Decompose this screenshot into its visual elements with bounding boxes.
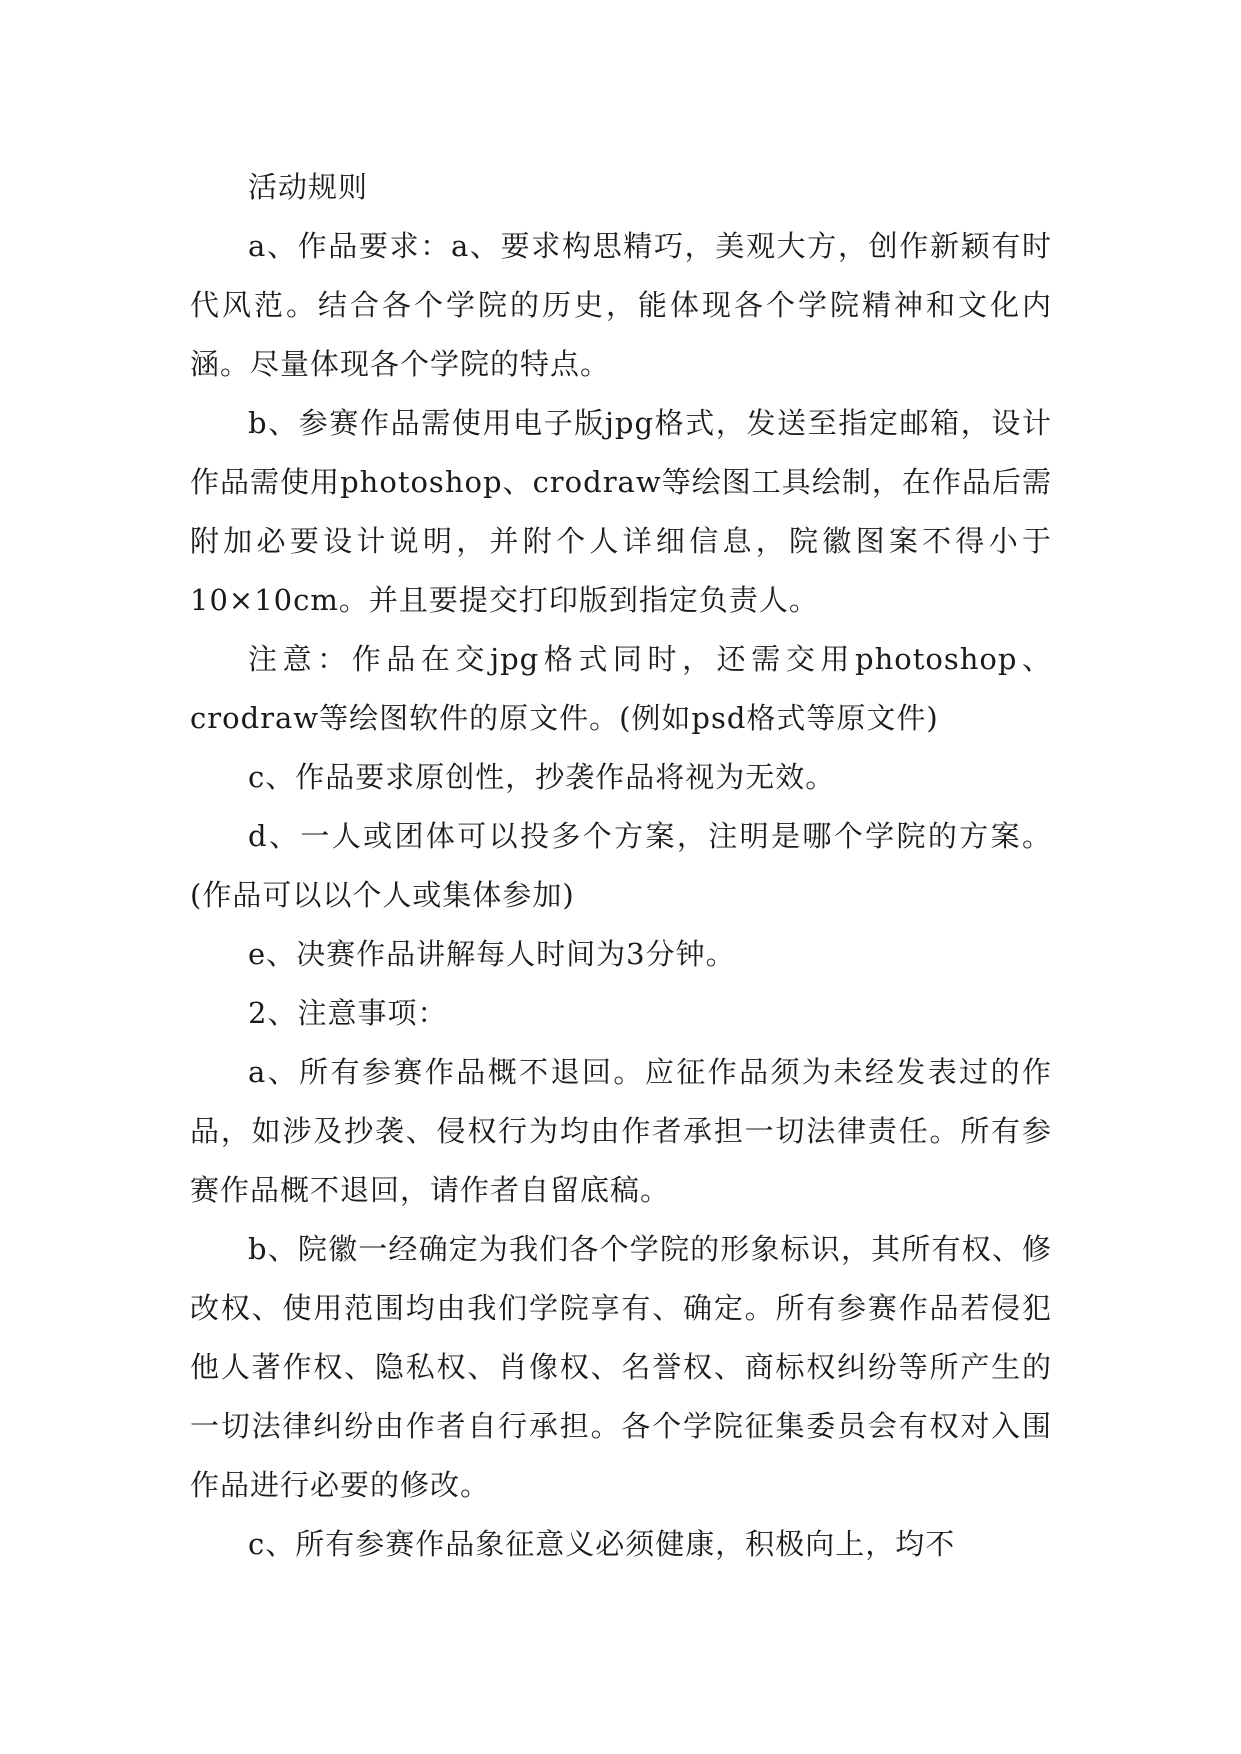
paragraph-no-return: a、所有参赛作品概不退回。应征作品须为未经发表过的作品，如涉及抄袭、侵权行为均由作者承担一切法律责任。所有参赛作品概不退回，请作者自留底稿。 bbox=[190, 1055, 1052, 1207]
paragraph-multiple-proposals: d、一人或团体可以投多个方案，注明是哪个学院的方案。(作品可以以个人或集体参加) bbox=[190, 819, 1052, 912]
section-heading-rules: 活动规则 bbox=[248, 170, 369, 204]
paragraph-symbolism: c、所有参赛作品象征意义必须健康，积极向上，均不 bbox=[248, 1527, 956, 1561]
paragraph-submission-format: b、参赛作品需使用电子版jpg格式，发送至指定邮箱，设计作品需使用photoshop、crodraw等绘图工具绘制，在作品后需附加必要设计说明，并附个人详细信息，院徽图案不得小于10×10cm。并且要提交打印版到指定负责人。 bbox=[190, 406, 1052, 617]
paragraph-ownership: b、院徽一经确定为我们各个学院的形象标识，其所有权、修改权、使用范围均由我们学院享有、确定。所有参赛作品若侵犯他人著作权、隐私权、肖像权、名誉权、商标权纠纷等所产生的一切法律纠纷由作者自行承担。各个学院征集委员会有权对入围作品进行必要的修改。 bbox=[190, 1232, 1052, 1502]
document-body bbox=[190, 158, 1052, 1574]
paragraph-final-presentation: e、决赛作品讲解每人时间为3分钟。 bbox=[248, 937, 736, 971]
paragraph-work-requirements: a、作品要求：a、要求构思精巧，美观大方，创作新颖有时代风范。结合各个学院的历史，能体现各个学院精神和文化内涵。尽量体现各个学院的特点。 bbox=[190, 229, 1052, 381]
paragraph-note-source-files: 注意：作品在交jpg格式同时，还需交用photoshop、crodraw等绘图软件的原文件。(例如psd格式等原文件) bbox=[190, 642, 1052, 735]
section-heading-notes: 2、注意事项： bbox=[248, 996, 448, 1030]
paragraph-originality: c、作品要求原创性，抄袭作品将视为无效。 bbox=[248, 760, 836, 794]
